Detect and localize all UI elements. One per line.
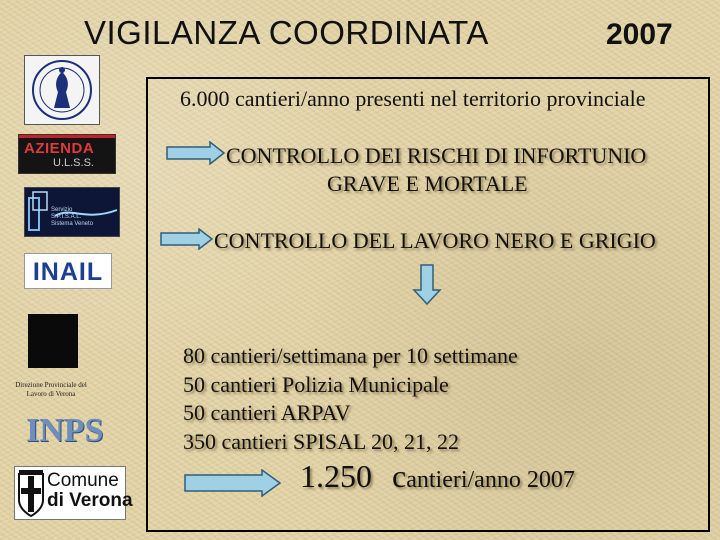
intro-line: 6.000 cantieri/anno presenti nel territorio provinciale	[180, 86, 646, 111]
total-rest: antieri/anno 2007	[406, 467, 575, 493]
detail-line-3: 50 cantieri ARPAV	[183, 400, 351, 425]
spisal-line-2: S.P.I.S.A.L.	[51, 214, 82, 220]
ulss-word: U.L.S.S.	[53, 157, 94, 169]
spisal-logo	[24, 187, 120, 237]
comune-di-verona-logo	[14, 466, 133, 520]
arrow-right-icon	[166, 141, 226, 165]
total-number: 1.250	[300, 458, 372, 494]
comune-line-2: di Verona	[47, 490, 133, 511]
detail-line-4: 350 cantieri SPISAL 20, 21, 22	[183, 429, 459, 454]
direzione-text: Direzione Provinciale del Lavoro di Verona	[15, 381, 87, 398]
control-1-line-1: CONTROLLO DEI RISCHI DI INFORTUNIO	[226, 143, 647, 168]
inps-word: INPS	[26, 412, 104, 449]
azienda-ulss-logo	[18, 134, 116, 174]
control-2-line: CONTROLLO DEL LAVORO NERO E GRIGIO	[214, 228, 656, 253]
spisal-line-1: Servizio	[51, 207, 73, 213]
arrow-right-icon	[184, 469, 282, 497]
black-square-logo	[28, 314, 78, 368]
control-1-line-2: GRAVE E MORTALE	[327, 171, 528, 196]
detail-line-1: 80 cantieri/settimana per 10 settimane	[183, 343, 518, 368]
page-title: VIGILANZA COORDINATA	[84, 14, 489, 51]
seal-icon	[25, 56, 99, 124]
verona-crest-icon	[17, 470, 45, 518]
azienda-word: AZIENDA	[24, 140, 95, 157]
total-line	[300, 458, 575, 495]
inail-logo	[24, 253, 112, 289]
inps-logo	[26, 409, 104, 452]
provincia-seal-logo	[24, 55, 100, 125]
total-c: c	[392, 458, 407, 494]
arrow-right-icon	[160, 228, 214, 250]
year-label: 2007	[606, 18, 673, 51]
detail-line-2: 50 cantieri Polizia Municipale	[183, 372, 449, 397]
inail-word: INAIL	[32, 258, 104, 286]
arrow-down-icon	[412, 264, 442, 306]
comune-line-1: Comune	[47, 470, 119, 491]
direzione-provinciale-label	[8, 381, 94, 399]
spisal-line-3: Sistema Veneto	[51, 221, 94, 227]
